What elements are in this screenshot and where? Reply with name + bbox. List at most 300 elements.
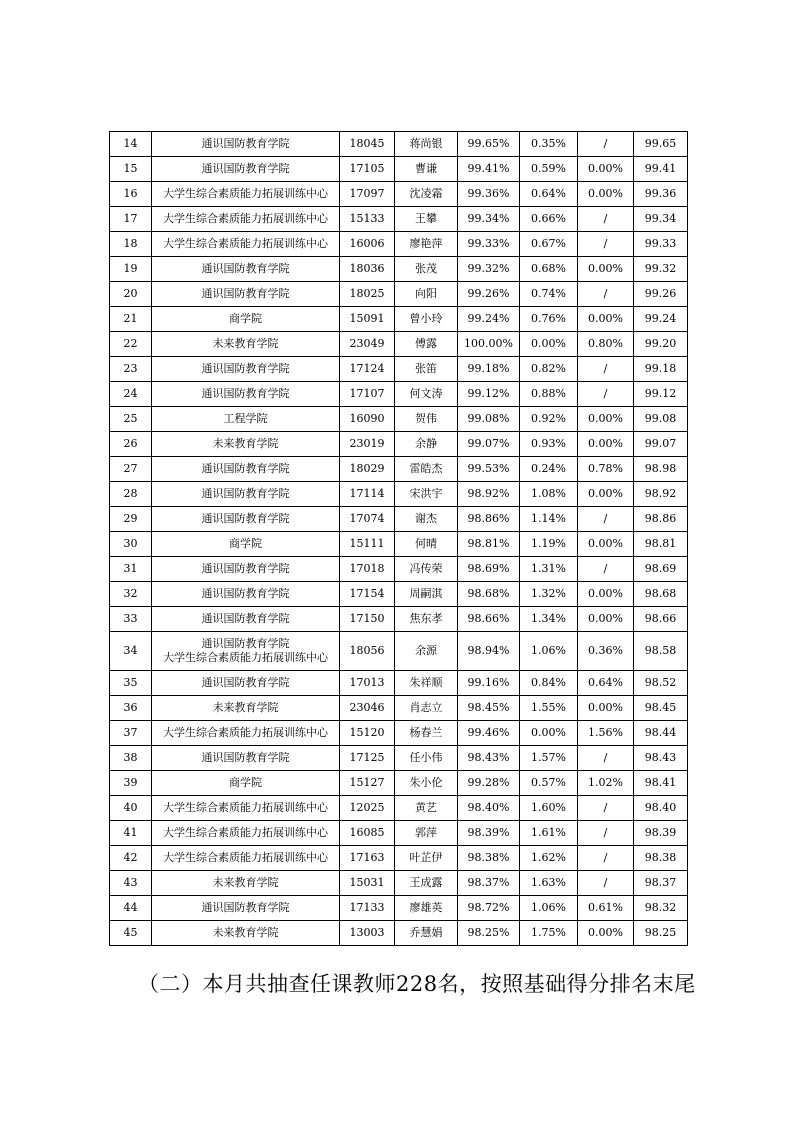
teacher-name-cell: 王攀: [395, 207, 458, 232]
rate-b-cell: 0.64%: [520, 182, 578, 207]
department-line: 大学生综合素质能力拓展训练中心: [163, 851, 328, 864]
score-cell: 98.40: [634, 796, 688, 821]
rate-c-cell: /: [578, 557, 634, 582]
table-row: [110, 771, 688, 796]
department-line: 大学生综合素质能力拓展训练中心: [163, 726, 328, 739]
teacher-id-cell: 17114: [340, 482, 395, 507]
department-cell: [152, 921, 340, 946]
teacher-name-cell: 任小伟: [395, 746, 458, 771]
teacher-name-cell: 廖艳萍: [395, 232, 458, 257]
score-cell: 98.37: [634, 871, 688, 896]
rank-cell: 25: [110, 407, 152, 432]
department-line: 未来教育学院: [212, 876, 279, 889]
rank-cell: 36: [110, 696, 152, 721]
table-row: [110, 307, 688, 332]
teacher-id-cell: 18036: [340, 257, 395, 282]
rank-cell: 17: [110, 207, 152, 232]
department-cell: [152, 357, 340, 382]
table-row: [110, 607, 688, 632]
rate-a-cell: 99.18%: [458, 357, 520, 382]
teacher-name-cell: 向阳: [395, 282, 458, 307]
teacher-name-cell: 张茂: [395, 257, 458, 282]
rate-a-cell: 98.86%: [458, 507, 520, 532]
rate-a-cell: 99.12%: [458, 382, 520, 407]
teacher-id-cell: 17150: [340, 607, 395, 632]
rate-b-cell: 0.59%: [520, 157, 578, 182]
rate-b-cell: 0.57%: [520, 771, 578, 796]
department-cell: [152, 582, 340, 607]
teacher-id-cell: 17125: [340, 746, 395, 771]
department-cell: [152, 846, 340, 871]
department-cell: [152, 721, 340, 746]
department-cell: [152, 532, 340, 557]
rate-c-cell: 0.00%: [578, 157, 634, 182]
department-line: 未来教育学院: [212, 437, 279, 450]
department-line: 大学生综合素质能力拓展训练中心: [163, 212, 328, 225]
rate-c-cell: /: [578, 132, 634, 157]
rate-b-cell: 1.08%: [520, 482, 578, 507]
department-cell: [152, 746, 340, 771]
score-cell: 99.12: [634, 382, 688, 407]
rate-c-cell: 0.00%: [578, 921, 634, 946]
rate-a-cell: 99.33%: [458, 232, 520, 257]
rank-cell: 39: [110, 771, 152, 796]
rate-b-cell: 0.66%: [520, 207, 578, 232]
department-cell: [152, 821, 340, 846]
teacher-id-cell: 16006: [340, 232, 395, 257]
rank-cell: 31: [110, 557, 152, 582]
teacher-name-cell: 廖雄英: [395, 896, 458, 921]
teacher-name-cell: 朱祥顺: [395, 671, 458, 696]
department-cell: [152, 607, 340, 632]
rate-a-cell: 98.94%: [458, 632, 520, 671]
teacher-name-cell: 贺伟: [395, 407, 458, 432]
table-row: [110, 257, 688, 282]
department-line: 未来教育学院: [212, 337, 279, 350]
rate-a-cell: 98.45%: [458, 696, 520, 721]
teacher-name-cell: 郭萍: [395, 821, 458, 846]
department-cell: [152, 407, 340, 432]
department-cell: [152, 132, 340, 157]
department-cell: [152, 871, 340, 896]
rank-cell: 28: [110, 482, 152, 507]
department-cell: [152, 182, 340, 207]
department-cell: [152, 157, 340, 182]
teacher-id-cell: 17105: [340, 157, 395, 182]
teacher-id-cell: 18029: [340, 457, 395, 482]
department-line: 通识国防教育学院: [201, 487, 290, 500]
rate-a-cell: 99.26%: [458, 282, 520, 307]
rate-c-cell: 0.00%: [578, 432, 634, 457]
table-row: [110, 871, 688, 896]
teacher-id-cell: 23049: [340, 332, 395, 357]
rate-a-cell: 99.32%: [458, 257, 520, 282]
rate-a-cell: 98.37%: [458, 871, 520, 896]
teacher-name-cell: 朱小伦: [395, 771, 458, 796]
score-cell: 98.39: [634, 821, 688, 846]
score-cell: 99.36: [634, 182, 688, 207]
score-cell: 99.08: [634, 407, 688, 432]
rate-b-cell: 0.35%: [520, 132, 578, 157]
teacher-id-cell: 17018: [340, 557, 395, 582]
department-line: 通识国防教育学院: [201, 512, 290, 525]
teacher-name-cell: 曹谦: [395, 157, 458, 182]
table-row: [110, 896, 688, 921]
table-row: [110, 721, 688, 746]
department-cell: [152, 232, 340, 257]
department-line: 通识国防教育学院: [201, 137, 290, 150]
score-cell: 98.92: [634, 482, 688, 507]
rate-c-cell: 0.36%: [578, 632, 634, 671]
department-cell: [152, 307, 340, 332]
rank-cell: 29: [110, 507, 152, 532]
rate-a-cell: 98.25%: [458, 921, 520, 946]
score-cell: 98.68: [634, 582, 688, 607]
table-row: [110, 532, 688, 557]
teacher-id-cell: 15133: [340, 207, 395, 232]
teacher-name-cell: 余源: [395, 632, 458, 671]
department-line: 通识国防教育学院: [201, 751, 290, 764]
table-row: [110, 282, 688, 307]
rate-a-cell: 99.65%: [458, 132, 520, 157]
teacher-name-cell: 何文涛: [395, 382, 458, 407]
rank-cell: 16: [110, 182, 152, 207]
rate-b-cell: 0.93%: [520, 432, 578, 457]
rate-a-cell: 98.66%: [458, 607, 520, 632]
score-cell: 99.07: [634, 432, 688, 457]
score-cell: 98.41: [634, 771, 688, 796]
rate-c-cell: 0.00%: [578, 407, 634, 432]
rank-cell: 30: [110, 532, 152, 557]
score-cell: 98.66: [634, 607, 688, 632]
department-cell: [152, 632, 340, 671]
rate-b-cell: 1.06%: [520, 896, 578, 921]
rate-b-cell: 0.76%: [520, 307, 578, 332]
department-line: 通识国防教育学院: [201, 562, 290, 575]
rank-cell: 45: [110, 921, 152, 946]
score-cell: 98.86: [634, 507, 688, 532]
section-paragraph: （二）本月共抽查任课教师228名，按照基础得分排名末尾: [138, 972, 696, 996]
rate-b-cell: 1.34%: [520, 607, 578, 632]
table-row: [110, 157, 688, 182]
table-body: [110, 132, 688, 946]
teacher-ranking-table: [109, 131, 688, 946]
score-cell: 98.81: [634, 532, 688, 557]
table-row: [110, 746, 688, 771]
rate-b-cell: 1.32%: [520, 582, 578, 607]
score-cell: 98.44: [634, 721, 688, 746]
rank-cell: 24: [110, 382, 152, 407]
rate-c-cell: 1.02%: [578, 771, 634, 796]
rank-cell: 15: [110, 157, 152, 182]
rate-a-cell: 99.24%: [458, 307, 520, 332]
rank-cell: 19: [110, 257, 152, 282]
teacher-name-cell: 沈凌霜: [395, 182, 458, 207]
table-row: [110, 632, 688, 671]
department-line: 商学院: [229, 537, 262, 550]
teacher-id-cell: 17097: [340, 182, 395, 207]
teacher-name-cell: 张笛: [395, 357, 458, 382]
rate-b-cell: 0.67%: [520, 232, 578, 257]
table-row: [110, 432, 688, 457]
table-row: [110, 457, 688, 482]
department-line: 大学生综合素质能力拓展训练中心: [163, 801, 328, 814]
rate-a-cell: 98.40%: [458, 796, 520, 821]
rate-a-cell: 98.72%: [458, 896, 520, 921]
rate-c-cell: /: [578, 821, 634, 846]
rate-b-cell: 0.84%: [520, 671, 578, 696]
score-cell: 98.98: [634, 457, 688, 482]
rate-b-cell: 1.06%: [520, 632, 578, 671]
table-row: [110, 207, 688, 232]
rate-b-cell: 0.82%: [520, 357, 578, 382]
rank-cell: 22: [110, 332, 152, 357]
department-line: 通识国防教育学院: [201, 362, 290, 375]
table-row: [110, 582, 688, 607]
teacher-name-cell: 杨春兰: [395, 721, 458, 746]
department-cell: [152, 282, 340, 307]
score-cell: 98.58: [634, 632, 688, 671]
score-cell: 98.32: [634, 896, 688, 921]
department-line: 通识国防教育学院: [201, 612, 290, 625]
rank-cell: 27: [110, 457, 152, 482]
score-cell: 98.43: [634, 746, 688, 771]
rank-cell: 32: [110, 582, 152, 607]
department-line: 通识国防教育学院: [201, 637, 290, 650]
teacher-name-cell: 谢杰: [395, 507, 458, 532]
table-row: [110, 407, 688, 432]
rate-c-cell: 0.00%: [578, 532, 634, 557]
rate-b-cell: 1.31%: [520, 557, 578, 582]
department-cell: [152, 771, 340, 796]
rate-c-cell: /: [578, 232, 634, 257]
teacher-name-cell: 乔慧娟: [395, 921, 458, 946]
table-row: [110, 557, 688, 582]
rank-cell: 33: [110, 607, 152, 632]
department-cell: [152, 257, 340, 282]
score-cell: 98.45: [634, 696, 688, 721]
table-row: [110, 232, 688, 257]
score-cell: 99.41: [634, 157, 688, 182]
table-row: [110, 182, 688, 207]
department-cell: [152, 482, 340, 507]
rate-c-cell: 0.00%: [578, 696, 634, 721]
department-line: 通识国防教育学院: [201, 387, 290, 400]
rate-a-cell: 99.07%: [458, 432, 520, 457]
rank-cell: 14: [110, 132, 152, 157]
teacher-id-cell: 23046: [340, 696, 395, 721]
rate-c-cell: /: [578, 746, 634, 771]
rate-a-cell: 99.36%: [458, 182, 520, 207]
teacher-name-cell: 蒋尚银: [395, 132, 458, 157]
rate-b-cell: 1.57%: [520, 746, 578, 771]
teacher-id-cell: 18056: [340, 632, 395, 671]
teacher-name-cell: 曾小玲: [395, 307, 458, 332]
department-cell: [152, 557, 340, 582]
table-row: [110, 796, 688, 821]
rate-b-cell: 1.14%: [520, 507, 578, 532]
rate-a-cell: 98.43%: [458, 746, 520, 771]
rate-c-cell: /: [578, 382, 634, 407]
department-line: 商学院: [229, 312, 262, 325]
table-row: [110, 507, 688, 532]
department-cell: [152, 332, 340, 357]
teacher-id-cell: 17163: [340, 846, 395, 871]
teacher-name-cell: 冯传荣: [395, 557, 458, 582]
department-line: 未来教育学院: [212, 926, 279, 939]
teacher-id-cell: 17107: [340, 382, 395, 407]
rate-b-cell: 1.61%: [520, 821, 578, 846]
rate-a-cell: 99.08%: [458, 407, 520, 432]
teacher-name-cell: 肖志立: [395, 696, 458, 721]
rank-cell: 42: [110, 846, 152, 871]
teacher-name-cell: 周嗣淇: [395, 582, 458, 607]
teacher-name-cell: 雷皓杰: [395, 457, 458, 482]
rate-b-cell: 1.62%: [520, 846, 578, 871]
rank-cell: 26: [110, 432, 152, 457]
rank-cell: 18: [110, 232, 152, 257]
teacher-id-cell: 17154: [340, 582, 395, 607]
rate-a-cell: 98.38%: [458, 846, 520, 871]
rate-c-cell: 0.00%: [578, 257, 634, 282]
teacher-id-cell: 13003: [340, 921, 395, 946]
department-cell: [152, 796, 340, 821]
rank-cell: 40: [110, 796, 152, 821]
department-line: 大学生综合素质能力拓展训练中心: [163, 237, 328, 250]
rank-cell: 21: [110, 307, 152, 332]
teacher-id-cell: 17124: [340, 357, 395, 382]
score-cell: 99.65: [634, 132, 688, 157]
teacher-name-cell: 叶芷伊: [395, 846, 458, 871]
teacher-name-cell: 余静: [395, 432, 458, 457]
teacher-id-cell: 15031: [340, 871, 395, 896]
rate-b-cell: 1.60%: [520, 796, 578, 821]
rate-a-cell: 99.16%: [458, 671, 520, 696]
rate-c-cell: 0.00%: [578, 307, 634, 332]
rate-b-cell: 1.19%: [520, 532, 578, 557]
rate-a-cell: 98.39%: [458, 821, 520, 846]
rate-b-cell: 0.74%: [520, 282, 578, 307]
department-cell: [152, 896, 340, 921]
score-cell: 98.25: [634, 921, 688, 946]
score-cell: 98.52: [634, 671, 688, 696]
teacher-id-cell: 15091: [340, 307, 395, 332]
department-line: 通识国防教育学院: [201, 262, 290, 275]
table-row: [110, 482, 688, 507]
department-line: 通识国防教育学院: [201, 462, 290, 475]
table-row: [110, 821, 688, 846]
teacher-id-cell: 18045: [340, 132, 395, 157]
rate-c-cell: 0.80%: [578, 332, 634, 357]
rate-b-cell: 0.00%: [520, 721, 578, 746]
teacher-id-cell: 15111: [340, 532, 395, 557]
rate-a-cell: 98.68%: [458, 582, 520, 607]
teacher-id-cell: 18025: [340, 282, 395, 307]
rate-b-cell: 1.63%: [520, 871, 578, 896]
score-cell: 99.32: [634, 257, 688, 282]
rank-cell: 41: [110, 821, 152, 846]
teacher-id-cell: 17013: [340, 671, 395, 696]
table-row: [110, 846, 688, 871]
rate-c-cell: 0.00%: [578, 482, 634, 507]
rank-cell: 35: [110, 671, 152, 696]
score-cell: 99.18: [634, 357, 688, 382]
score-cell: 98.69: [634, 557, 688, 582]
rate-a-cell: 99.41%: [458, 157, 520, 182]
teacher-name-cell: 黄艺: [395, 796, 458, 821]
department-line: 商学院: [229, 776, 262, 789]
teacher-id-cell: 23019: [340, 432, 395, 457]
table-row: [110, 132, 688, 157]
rate-c-cell: /: [578, 871, 634, 896]
score-cell: 99.26: [634, 282, 688, 307]
teacher-id-cell: 16085: [340, 821, 395, 846]
rate-b-cell: 0.24%: [520, 457, 578, 482]
department-line: 通识国防教育学院: [201, 901, 290, 914]
department-line: 工程学院: [223, 412, 268, 425]
department-line: 大学生综合素质能力拓展训练中心: [163, 651, 328, 664]
rate-a-cell: 98.81%: [458, 532, 520, 557]
table-row: [110, 921, 688, 946]
teacher-id-cell: 17133: [340, 896, 395, 921]
department-cell: [152, 382, 340, 407]
score-cell: 99.24: [634, 307, 688, 332]
teacher-id-cell: 15120: [340, 721, 395, 746]
rate-b-cell: 1.55%: [520, 696, 578, 721]
department-line: 大学生综合素质能力拓展训练中心: [163, 826, 328, 839]
teacher-name-cell: 何晴: [395, 532, 458, 557]
rate-c-cell: 0.00%: [578, 607, 634, 632]
score-cell: 99.34: [634, 207, 688, 232]
rate-c-cell: 0.61%: [578, 896, 634, 921]
rate-b-cell: 0.68%: [520, 257, 578, 282]
rate-c-cell: /: [578, 207, 634, 232]
teacher-id-cell: 16090: [340, 407, 395, 432]
score-cell: 98.38: [634, 846, 688, 871]
rate-c-cell: 0.00%: [578, 582, 634, 607]
department-line: 通识国防教育学院: [201, 676, 290, 689]
teacher-name-cell: 宋洪宇: [395, 482, 458, 507]
rate-a-cell: 99.53%: [458, 457, 520, 482]
department-line: 未来教育学院: [212, 701, 279, 714]
department-line: 通识国防教育学院: [201, 287, 290, 300]
rate-c-cell: 0.64%: [578, 671, 634, 696]
department-cell: [152, 457, 340, 482]
department-cell: [152, 207, 340, 232]
department-line: 通识国防教育学院: [201, 162, 290, 175]
table-row: [110, 696, 688, 721]
rank-cell: 34: [110, 632, 152, 671]
department-cell: [152, 432, 340, 457]
rate-b-cell: 0.00%: [520, 332, 578, 357]
rank-cell: 43: [110, 871, 152, 896]
rate-c-cell: /: [578, 507, 634, 532]
rate-c-cell: /: [578, 282, 634, 307]
table-row: [110, 357, 688, 382]
table-row: [110, 671, 688, 696]
rate-a-cell: 98.69%: [458, 557, 520, 582]
department-cell: [152, 507, 340, 532]
rate-c-cell: 1.56%: [578, 721, 634, 746]
rate-c-cell: /: [578, 796, 634, 821]
teacher-id-cell: 12025: [340, 796, 395, 821]
rate-a-cell: 99.46%: [458, 721, 520, 746]
teacher-name-cell: 傅露: [395, 332, 458, 357]
teacher-id-cell: 17074: [340, 507, 395, 532]
rate-c-cell: /: [578, 357, 634, 382]
rate-b-cell: 0.92%: [520, 407, 578, 432]
table-row: [110, 382, 688, 407]
